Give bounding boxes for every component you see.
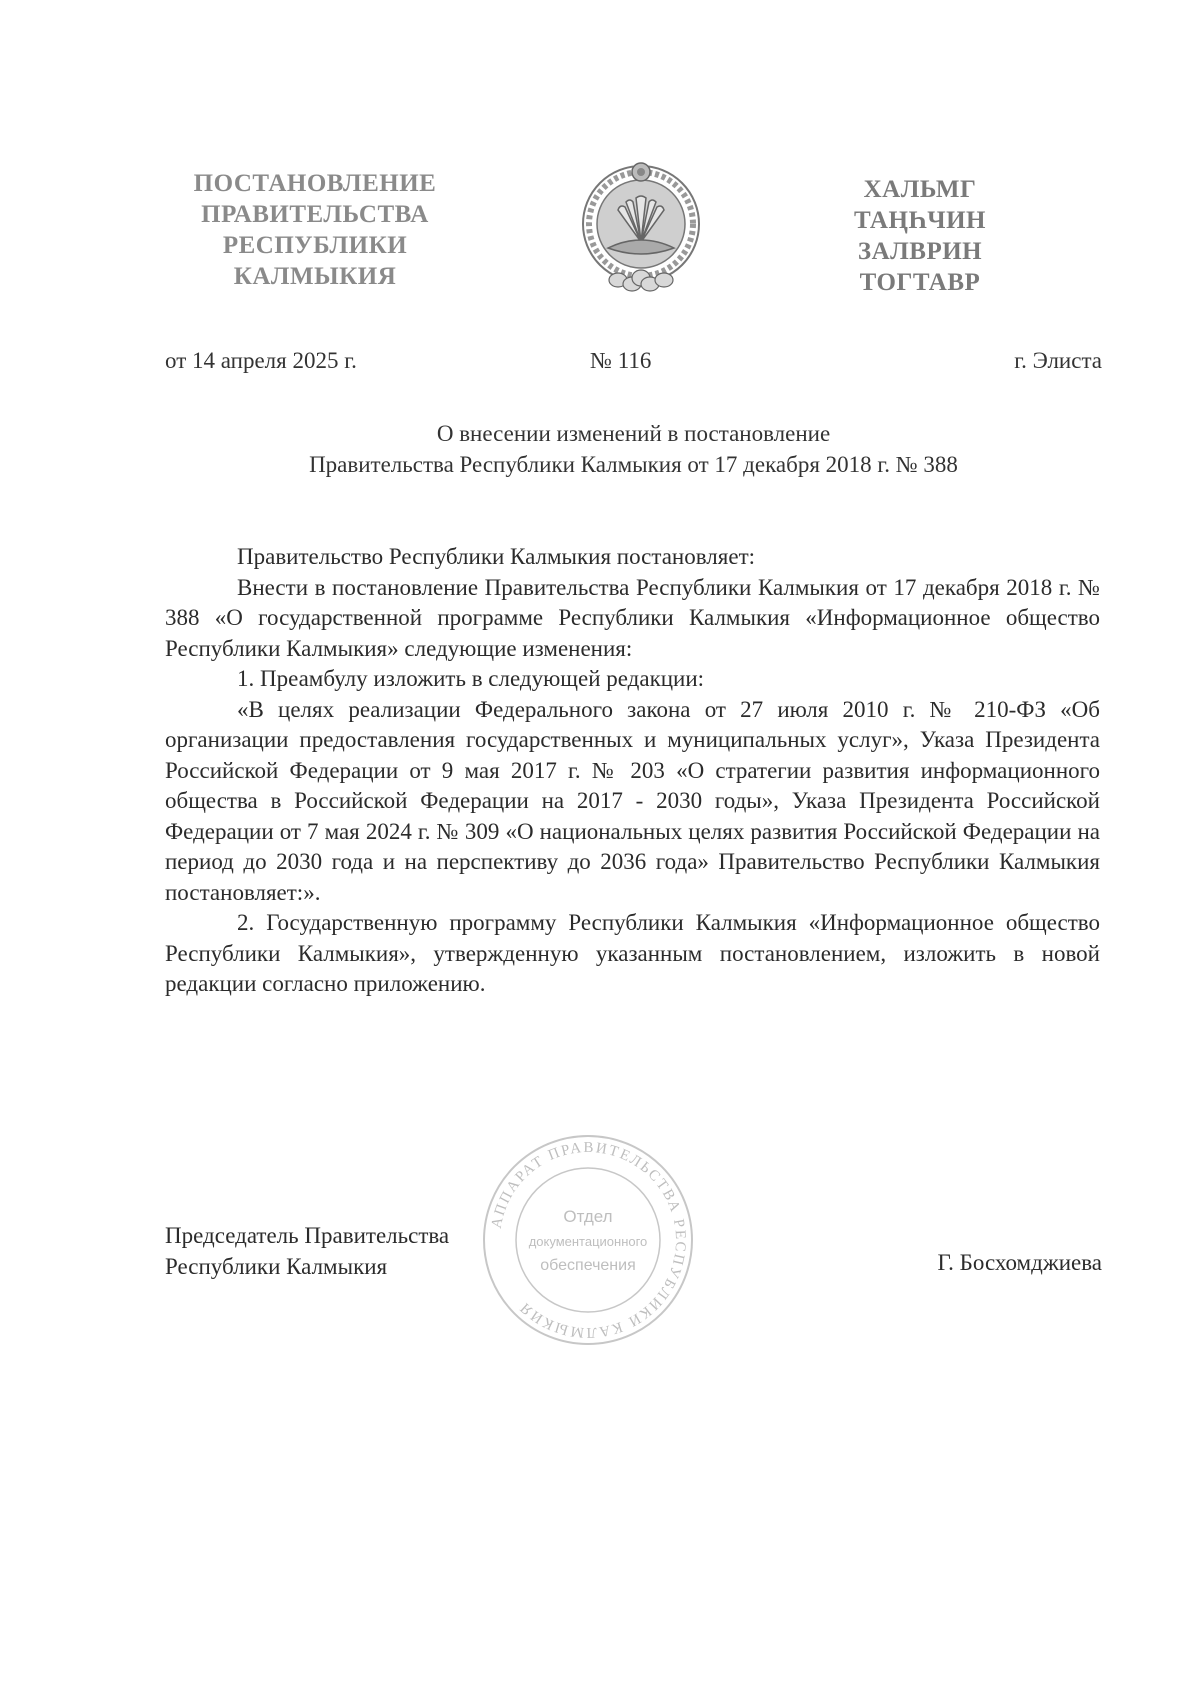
body-paragraph: 2. Государственную программу Республики Калмыкия «Информационное общество Республики Калмыкия», утвержденную указанным постановлением, изложить в новой редакции согласно приложению.	[165, 910, 1100, 996]
title-line: Правительства Республики Калмыкия от 17 декабря 2018 г. № 388	[309, 452, 958, 477]
stamp-center-line: обеспечения	[540, 1257, 636, 1274]
body-paragraph: «В целях реализации Федерального закона от 27 июля 2010 г. № 210-ФЗ «Об организации предоставления государственных и муниципальных услуг», Указа Президента Российской Федерации от 9 мая 2017 г. № 203 «О стратегии развития информационного общества в Российской Федерации на 2017 - 2030 годы», Указа Президента Российской Федерации от 7 мая 2024 г. № 309 «О национальных целях развития Российской Федерации на период до 2030 года и на перспективу до 2036 года» Правительство Республики Калмыкия постановляет:».	[165, 696, 1100, 905]
official-stamp	[478, 1130, 698, 1350]
body-paragraph: Внести в постановление Правительства Республики Калмыкия от 17 декабря 2018 г. № 388 «О государственной программе Республики Калмыкия «Информационное общество Республики Калмыкия» следующие изменения:	[165, 574, 1100, 661]
header-right-line: ТОГТАВР	[859, 269, 981, 296]
document-city: г. Элиста	[1014, 348, 1102, 373]
stamp-center-line: документационного	[528, 1234, 648, 1249]
header-left-line: ПОСТАНОВЛЕНИЕ	[193, 170, 437, 197]
header-right-line: ХАЛЬМГ	[863, 176, 977, 203]
body-paragraph: 1. Преамбулу изложить в следующей редакции:	[237, 666, 705, 691]
header-right-title	[830, 174, 1010, 298]
header-left-line: ПРАВИТЕЛЬСТВА	[201, 201, 429, 228]
header-right-line: ТАҢҺЧИН	[853, 207, 986, 234]
signatory-position-line: Председатель Правительства	[165, 1223, 450, 1248]
header-left-line: КАЛМЫКИЯ	[233, 263, 397, 290]
stamp-ring-text: АППАРАТ ПРАВИТЕЛЬСТВА РЕСПУБЛИКИ КАЛМЫКИЯ	[488, 1139, 689, 1341]
signatory-position-line: Республики Калмыкия	[165, 1254, 388, 1279]
document-date: от 14 апреля 2025 г.	[165, 348, 357, 373]
signatory-name: Г. Босхомджиева	[937, 1250, 1102, 1275]
header-left-line: РЕСПУБЛИКИ	[222, 232, 408, 259]
body-paragraph: Правительство Республики Калмыкия постановляет:	[237, 544, 756, 569]
document-body	[165, 542, 1100, 1000]
stamp-center-line: Отдел	[563, 1207, 613, 1226]
coat-of-arms-icon	[578, 152, 704, 302]
document-title	[165, 418, 1102, 480]
header-left-title	[165, 168, 465, 292]
document-number: № 116	[590, 348, 652, 373]
signatory-position	[165, 1220, 449, 1282]
header-right-line: ЗАЛВРИН	[857, 238, 983, 265]
title-line: О внесении изменений в постановление	[436, 421, 831, 446]
